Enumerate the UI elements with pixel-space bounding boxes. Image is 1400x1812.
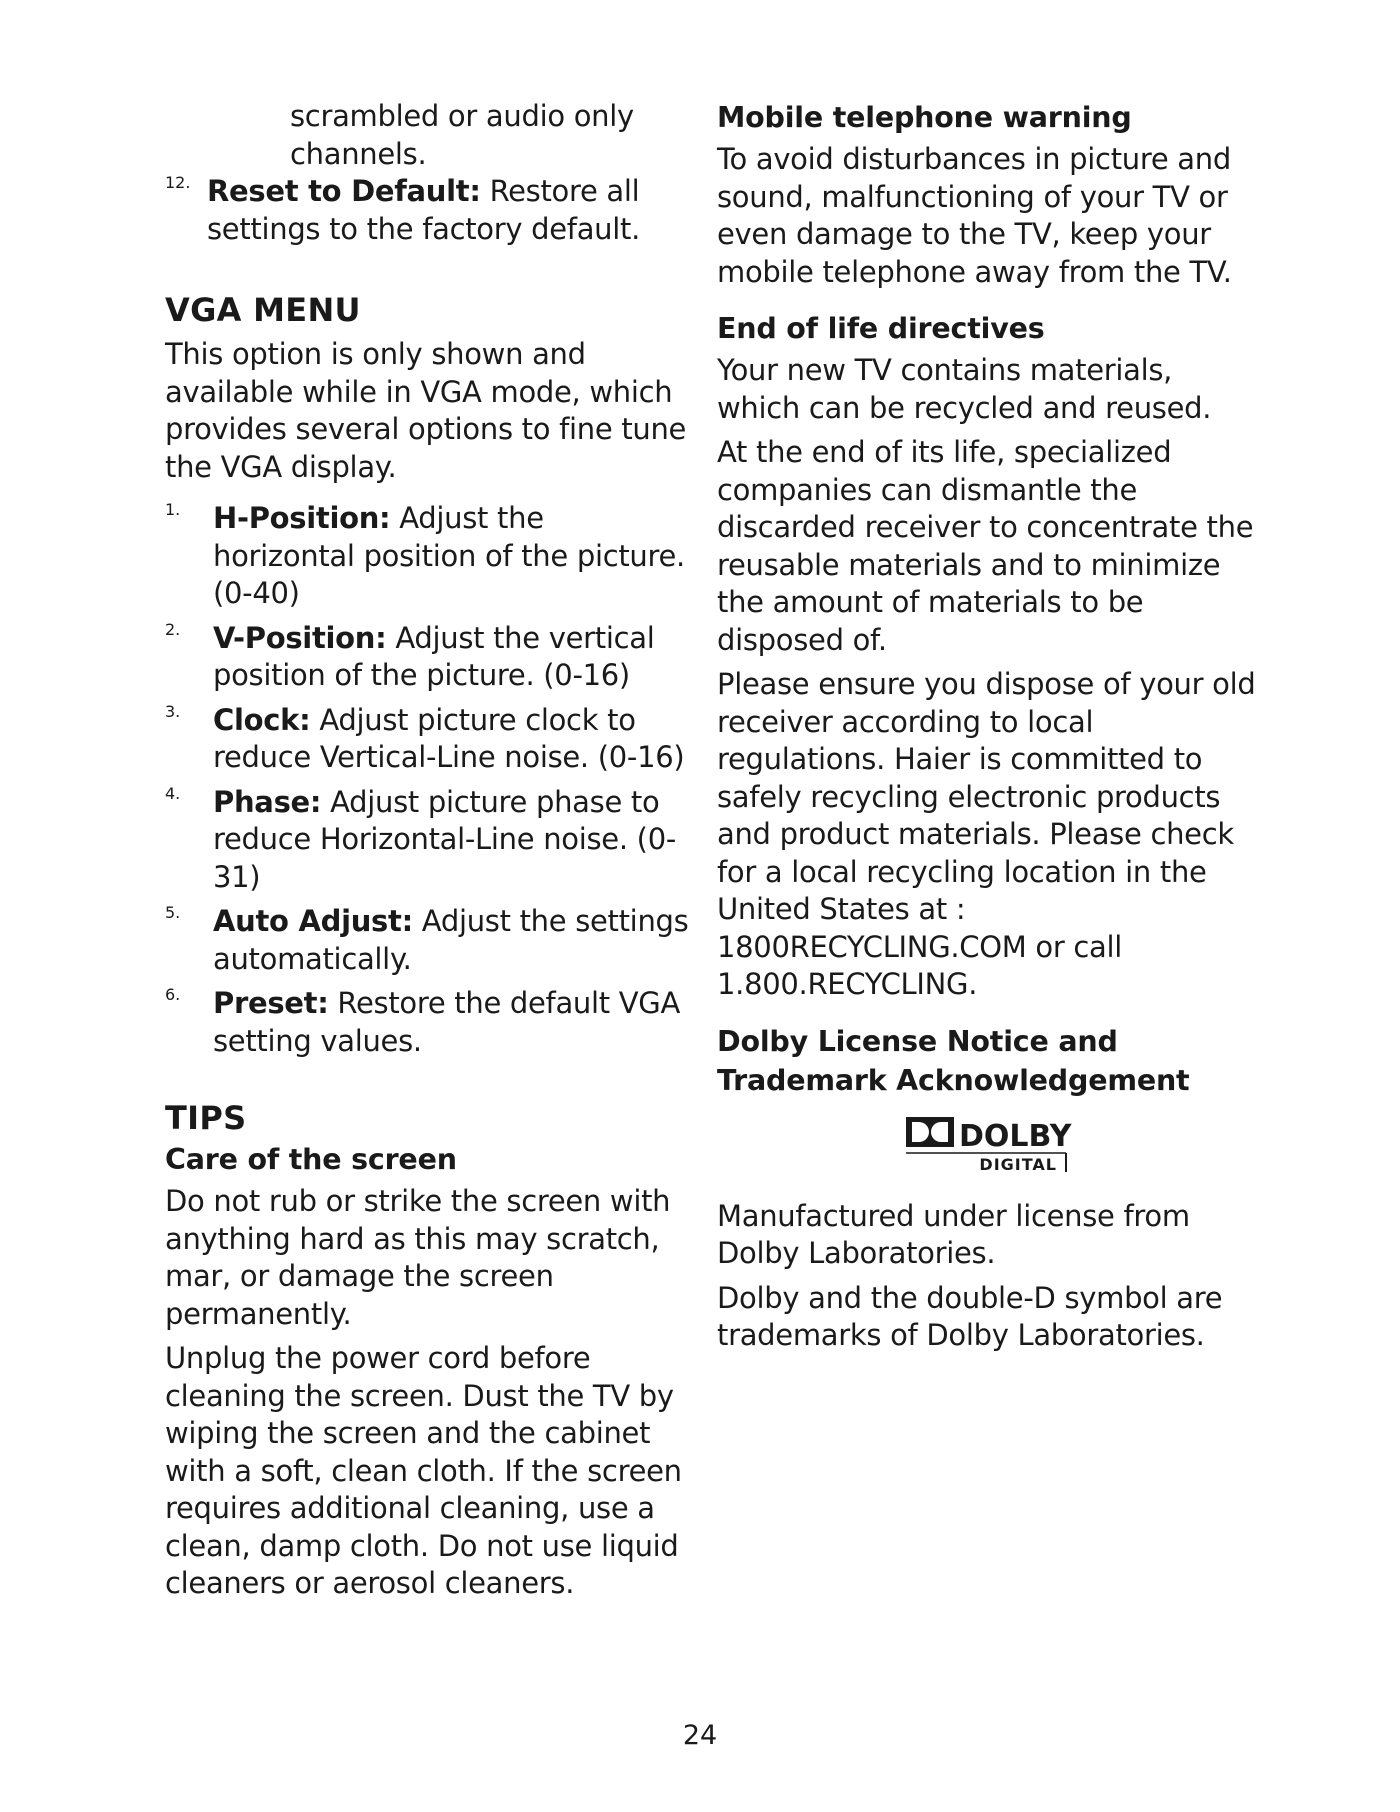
- list-item-continuation: scrambled or audio only channels.: [290, 99, 634, 171]
- dolby-double-d-icon: [902, 1114, 1072, 1176]
- left-column: [165, 98, 690, 1610]
- dolby-digital-subtitle: DIGITAL: [979, 1154, 1057, 1174]
- dolby-paragraph-2: Dolby and the double-D symbol are trademarks of Dolby Laboratories.: [717, 1280, 1223, 1352]
- vga-intro-paragraph: This option is only shown and available while in VGA mode, which provides several options to fine tune the VGA display.: [165, 337, 687, 484]
- list-item: [165, 784, 690, 897]
- list-number: 3.: [165, 701, 181, 721]
- dolby-wordmark: DOLBY: [959, 1118, 1072, 1154]
- care-of-screen-heading: Care of the screen: [165, 1143, 457, 1176]
- list-label: Auto Adjust:: [213, 904, 413, 938]
- mobile-warning-heading: Mobile telephone warning: [717, 101, 1132, 134]
- end-of-life-paragraph-3: Please ensure you dispose of your old receiver according to local regulations. Haier is committed to safely recycling electronic products and product materials. Please check for a local recycling location in the United States at : 1800RECYCLING.COM or call 1.800.RECYCLING.: [717, 667, 1256, 1001]
- list-text: Restore all settings to the factory default.: [207, 174, 641, 246]
- care-paragraph-2: Unplug the power cord before cleaning the screen. Dust the TV by wiping the screen and the cabinet with a soft, clean cloth. If the screen requires additional cleaning, use a clean, damp cloth. Do not use liquid cleaners or aerosol cleaners.: [165, 1341, 682, 1600]
- list-number: 5.: [165, 903, 181, 922]
- list-text: Adjust picture clock to reduce Vertical-Line noise. (0-16): [213, 702, 685, 774]
- list-text: Restore the default VGA setting values.: [213, 986, 681, 1058]
- page-number: 24: [682, 1720, 718, 1751]
- list-label: Phase:: [213, 784, 322, 819]
- list-item: [165, 903, 690, 978]
- end-of-life-heading: End of life directives: [717, 312, 1045, 345]
- list-number: 12.: [165, 173, 191, 192]
- list-item: [165, 985, 690, 1060]
- care-paragraph-1: Do not rub or strike the screen with anything hard as this may scratch, mar, or damage the screen permanently.: [165, 1184, 671, 1331]
- list-item: [165, 500, 690, 613]
- list-label: Reset to Default:: [207, 174, 481, 208]
- list-text: Adjust the horizontal position of the picture. (0-40): [213, 501, 685, 610]
- list-label: Preset:: [213, 986, 329, 1020]
- list-text: Adjust picture phase to reduce Horizontal-Line noise. (0-31): [213, 784, 677, 894]
- list-number: 6.: [165, 985, 181, 1004]
- mobile-warning-paragraph: To avoid disturbances in picture and sound, malfunctioning of your TV or even damage to the TV, keep your mobile telephone away from the TV.: [717, 142, 1232, 289]
- dolby-notice-heading: Dolby License Notice and Trademark Acknowledgement: [717, 1024, 1190, 1097]
- list-label: Clock:: [213, 702, 311, 737]
- dolby-digital-logo: [717, 1114, 1257, 1176]
- list-number: 1.: [165, 500, 181, 519]
- list-label: H-Position:: [213, 501, 391, 535]
- list-number: 2.: [165, 619, 181, 639]
- vga-options-list: [165, 500, 690, 1060]
- list-label: V-Position:: [213, 620, 387, 655]
- tips-heading: TIPS: [165, 1099, 247, 1137]
- list-text: Adjust the settings automatically.: [213, 904, 689, 976]
- list-number: 4.: [165, 783, 181, 803]
- list-item-reset: [165, 173, 690, 248]
- list-item: [165, 620, 690, 695]
- right-column: [717, 98, 1257, 1362]
- end-of-life-paragraph-2: At the end of its life, specialized companies can dismantle the discarded receiver to concentrate the reusable materials and to minimize the amount of materials to be disposed of.: [717, 435, 1254, 657]
- vga-menu-heading: VGA MENU: [165, 291, 361, 329]
- dolby-paragraph-1: Manufactured under license from Dolby Laboratories.: [717, 1198, 1190, 1270]
- end-of-life-paragraph-1: Your new TV contains materials, which can be recycled and reused.: [717, 353, 1212, 425]
- list-text: Adjust the vertical position of the picture. (0-16): [213, 620, 655, 692]
- list-item: [165, 702, 690, 777]
